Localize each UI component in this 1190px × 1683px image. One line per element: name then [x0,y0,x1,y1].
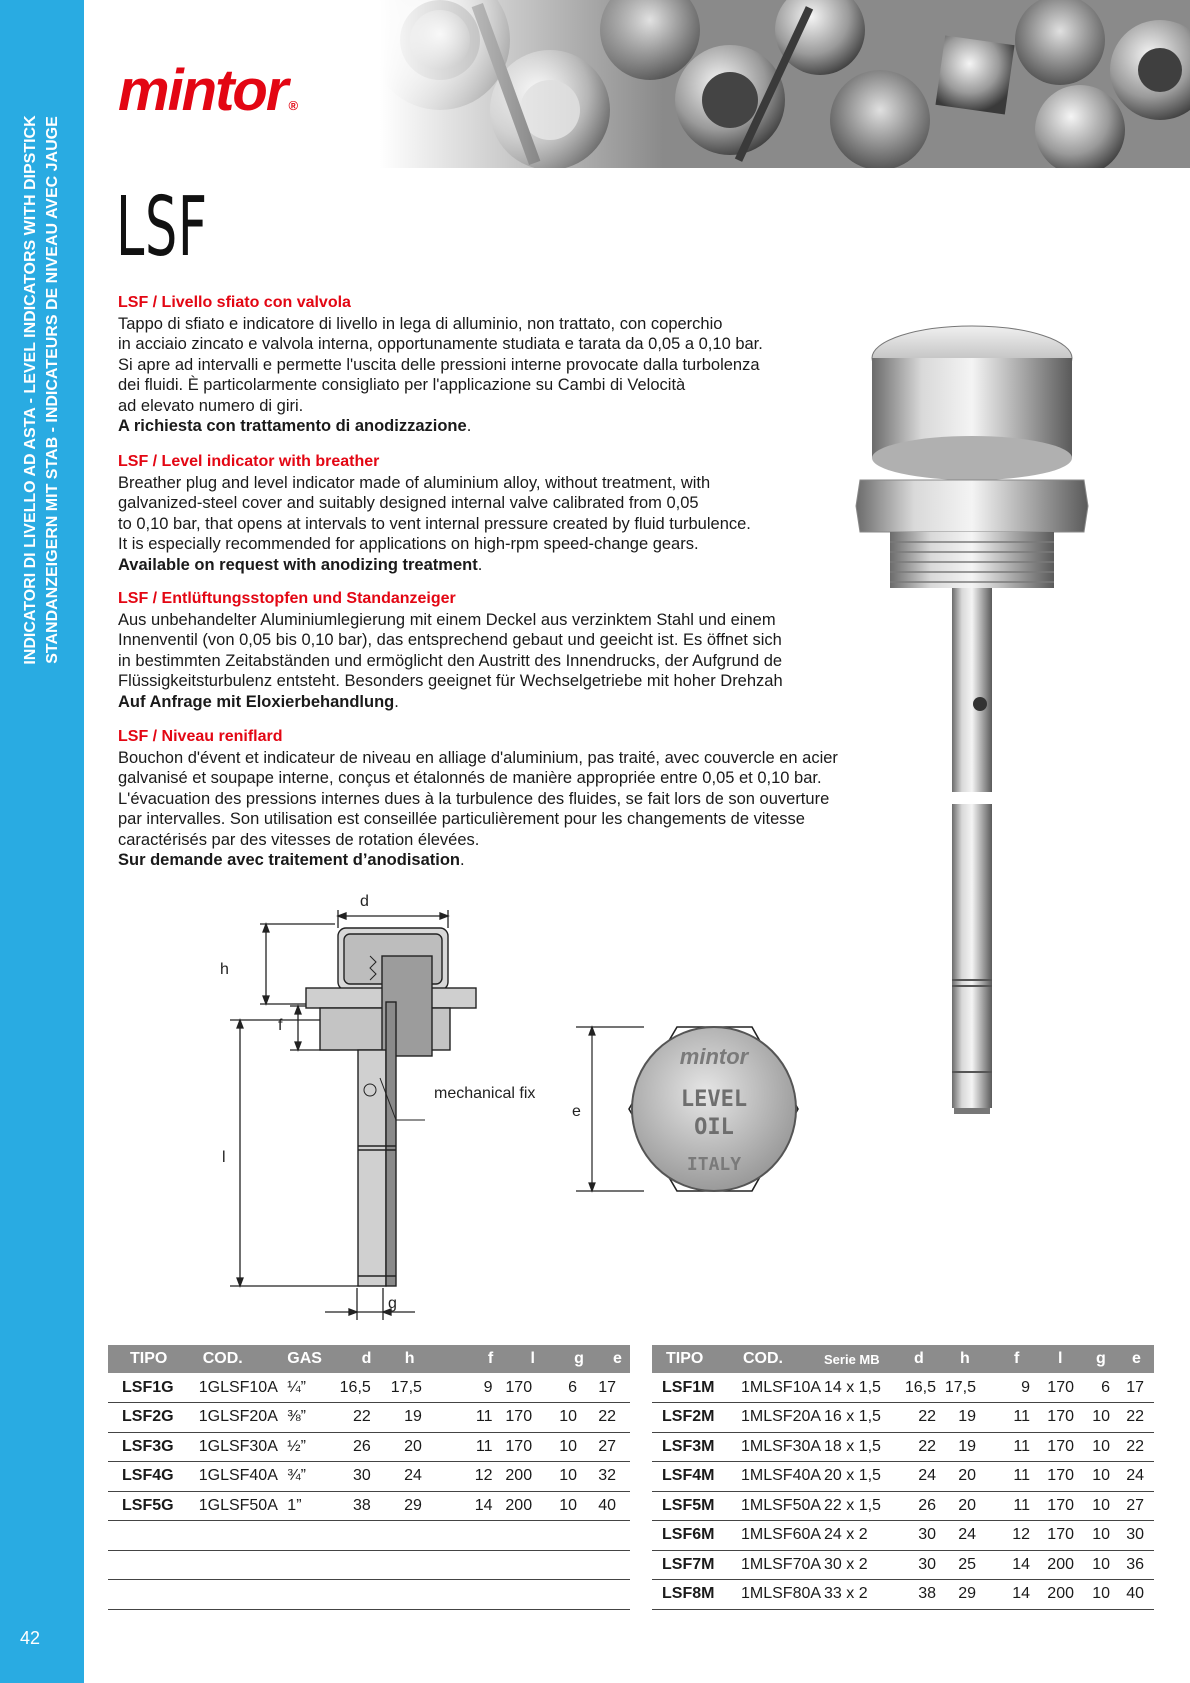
table-row [108,1550,630,1580]
table-cell: 11 [452,1432,503,1462]
table-cell [591,1550,630,1580]
table-cell [287,1521,339,1551]
column-header: GAS [287,1345,339,1373]
table-cell: 1GLSF30A [189,1432,288,1462]
table-cell: ⅜” [287,1403,339,1433]
table-cell: 30 [340,1462,391,1492]
table-cell: 1MLSF20A [727,1403,824,1433]
table-cell: 11 [996,1491,1040,1521]
table-cell: 6 [552,1373,591,1403]
column-header: e [1120,1345,1154,1373]
table-cell [552,1580,591,1610]
column-header: g [552,1345,591,1373]
table-cell: 22 [340,1403,391,1433]
table-cell: 200 [1040,1580,1084,1610]
description-line: Breather plug and level indicator made of aluminium alloy, without treatment, with [118,473,711,492]
table-cell: 170 [503,1432,553,1462]
table-cell: LSF4G [108,1462,189,1492]
column-header: COD. [189,1345,288,1373]
description-line: Bouchon d'évent et indicateur de niveau en alliage d'aluminium, pas traité, avec couvercle en acier [118,748,838,767]
table-cell: 170 [1040,1403,1084,1433]
table-cell: 24 [940,1521,996,1551]
description-italian: LSF / Livello sfiato con valvola Tappo di sfiato e indicatore di livello in lega di alluminio, non trattato, con coperchio in acciaio zincato e valvola interna, opportunamente studiata e tarata da 0,05 a 0,10 bar. Si apre ad intervalli e permette l'uscita delle pressioni interne provocate dalla turbolenza dei fluidi. È particolarmente consigliato per l'applicazione su Cambi di Velocità ad elevato numero di giri. A richiesta con trattamento di anodizzazione. [118,293,888,437]
table-cell: 17,5 [940,1373,996,1403]
table-cell [340,1521,391,1551]
table-cell: 17 [591,1373,630,1403]
table-cell [108,1550,189,1580]
description-line: galvanized-steel cover and suitably designed internal valve calibrated from 0,05 [118,494,699,512]
table-cell: 1MLSF60A [727,1521,824,1551]
table-cell: 200 [503,1462,553,1492]
table-cell: 1MLSF70A [727,1550,824,1580]
column-header: d [340,1345,391,1373]
cap-italy-text: ITALY [686,1154,742,1175]
table-cell: 9 [452,1373,503,1403]
table-cell: 17,5 [391,1373,452,1403]
table-cell [503,1580,553,1610]
description-emphasis: Auf Anfrage mit Eloxierbehandlung [118,692,395,711]
table-cell: 1GLSF20A [189,1403,288,1433]
table-cell: 10 [552,1432,591,1462]
table-cell: 1MLSF80A [727,1580,824,1610]
side-band-line2: STANDANZEIGERN MIT STAB - INDICATEURS DE NIVEAU AVEC JAUGE [44,116,61,664]
table-cell: 14 x 1,5 [824,1373,900,1403]
table-row [108,1462,630,1492]
label-e: e [572,1103,581,1120]
table-cell: 170 [1040,1462,1084,1492]
table-cell: 10 [552,1491,591,1521]
description-line: in acciaio zincato e valvola interna, opportunamente studiata e tarata da 0,05 a 0,10 bar. [118,335,763,353]
column-header: e [591,1345,630,1373]
table-cell: 38 [340,1491,391,1521]
table-cell: 24 [391,1462,452,1492]
table-cell: 22 [1120,1432,1154,1462]
table-cell: 16,5 [340,1373,391,1403]
table-cell: 40 [591,1491,630,1521]
table-cell [108,1580,189,1610]
table-cell: LSF3G [108,1432,189,1462]
description-line: to 0,10 bar, that opens at intervals to vent internal pressure created by fluid turbulence. [118,514,751,533]
registered-mark: ® [288,98,299,113]
description-line: Si apre ad intervalli e permette l'uscita delle pressioni interne provocate dalla turbolenza [118,355,760,374]
table-cell: 22 [900,1432,940,1462]
table-cell: 16,5 [900,1373,940,1403]
table-row [652,1580,1154,1610]
table-cell [591,1521,630,1551]
side-band [0,0,84,1683]
column-header: f [452,1345,503,1373]
description-emphasis: Available on request with anodizing treatment [118,555,478,574]
header-collage-image [380,0,1190,168]
table-cell: LSF1G [108,1373,189,1403]
description-heading: LSF / Livello sfiato con valvola [118,294,351,311]
table-cell: LSF5M [652,1491,727,1521]
column-header: l [503,1345,553,1373]
table-cell: 22 [900,1403,940,1433]
table-cell: 20 x 1,5 [824,1462,900,1492]
table-cell: 10 [1084,1432,1120,1462]
table-cell: 26 [340,1432,391,1462]
table-cell: 29 [391,1491,452,1521]
table-cell: 1GLSF40A [189,1462,288,1492]
description-line: Aus unbehandelter Aluminiumlegierung mit einem Deckel aus verzinktem Stahl und einem [118,610,776,629]
cap-brand-text: mintor [679,1044,749,1069]
column-header: l [1040,1345,1084,1373]
description-heading: LSF / Niveau reniflard [118,728,283,745]
table-cell: 200 [503,1491,553,1521]
description-line: Flüssigkeitsturbulenz entsteht. Besonders geeignet für Wechselgetriebe mit hoher Drehzah [118,672,783,690]
table-row [652,1403,1154,1433]
table-cell [108,1521,189,1551]
table-cell: 20 [391,1432,452,1462]
table-cell: 1GLSF10A [189,1373,288,1403]
label-mechanical-fix: mechanical fix [434,1085,536,1102]
column-header: COD. [727,1345,824,1373]
table-cell: 38 [900,1580,940,1610]
table-cell: 10 [1084,1403,1120,1433]
description-emphasis: Sur demande avec traitement d’anodisation [118,851,461,869]
table-cell: 6 [1084,1373,1120,1403]
table-cell [391,1521,452,1551]
table-cell: 30 [1120,1521,1154,1551]
table-header-row [652,1345,1154,1373]
table-cell: 170 [503,1373,553,1403]
side-band-text [20,10,64,770]
table-cell: 36 [1120,1550,1154,1580]
table-cell: 10 [1084,1550,1120,1580]
table-cell: 19 [940,1403,996,1433]
table-cell: LSF8M [652,1580,727,1610]
description-line: dei fluidi. È particolarmente consigliato per l'applicazione su Cambi di Velocità [118,376,686,394]
table-cell: 18 x 1,5 [824,1432,900,1462]
table-cell [340,1550,391,1580]
spec-table-mb [652,1345,1154,1610]
description-german: LSF / Entlüftungsstopfen und Standanzeiger Aus unbehandelter Aluminiumlegierung mit einem Deckel aus verzinktem Stahl und einem Innenventil (von 0,05 bis 0,10 bar), das entsprechend gebaut und geeicht ist. Es öffnet sich in bestimmten Zeitabständen und ermöglicht den Austritt des Innendrucks, der Aufgrund de Flüssigkeitsturbulenz entsteht. Besonders geeignet für Wechselgetriebe mit hoher Drehzah Auf Anfrage mit Eloxierbehandlung. [118,589,888,712]
side-band-line1: INDICATORI DI LIVELLO AD ASTA - LEVEL INDICATORS WITH DIPSTICK [22,115,39,665]
logo-text: mintor [118,58,287,123]
table-cell: 27 [591,1432,630,1462]
column-header: TIPO [652,1345,727,1373]
hex-top-drawing [572,1010,842,1220]
table-cell [287,1580,339,1610]
description-english: LSF / Level indicator with breather Breather plug and level indicator made of aluminium alloy, without treatment, with galvanized-steel cover and suitably designed internal valve calibrated from 0,05 to 0,10 bar, that opens at intervals to vent internal pressure created by fluid turbulence. It is especially recommended for applications on high-rpm speed-change gears. Available on request with anodizing treatment. [118,452,888,575]
table-row [652,1462,1154,1492]
table-cell: 19 [391,1403,452,1433]
table-cell: 20 [940,1462,996,1492]
description-line: Innenventil (von 0,05 bis 0,10 bar), das entsprechend gebaut und geeicht ist. Es öffnet sich [118,631,782,649]
table-row [652,1521,1154,1551]
table-cell: 20 [940,1491,996,1521]
column-header: g [1084,1345,1120,1373]
table-cell: 24 [900,1462,940,1492]
table-cell: 19 [940,1432,996,1462]
description-heading: LSF / Entlüftungsstopfen und Standanzeiger [118,590,456,607]
table-cell [591,1580,630,1610]
description-emphasis: A richiesta con trattamento di anodizzazione [118,417,467,435]
description-line: caractérisés par des vitesses de rotation élevées. [118,830,480,849]
table-cell: 1MLSF30A [727,1432,824,1462]
table-row [108,1403,630,1433]
table-cell: 14 [996,1580,1040,1610]
table-cell: 29 [940,1580,996,1610]
table-row [652,1373,1154,1403]
table-cell: 30 [900,1550,940,1580]
table-cell: 12 [996,1521,1040,1551]
table-cell: 1MLSF10A [727,1373,824,1403]
table-cell: 32 [591,1462,630,1492]
table-cell: 22 x 1,5 [824,1491,900,1521]
table-cell: LSF4M [652,1462,727,1492]
table-cell: 14 [996,1550,1040,1580]
description-heading: LSF / Level indicator with breather [118,453,380,470]
table-row [652,1550,1154,1580]
label-d: d [360,893,369,910]
table-cell [189,1550,288,1580]
label-g: g [388,1295,397,1312]
hex-top-view [572,1010,842,1220]
table-cell: 170 [1040,1373,1084,1403]
table-cell: 25 [940,1550,996,1580]
spec-table-gas [108,1345,630,1610]
table-cell: LSF2G [108,1403,189,1433]
table-cell [189,1521,288,1551]
table-cell [452,1550,503,1580]
table-cell: 10 [552,1462,591,1492]
table-cell: 11 [996,1462,1040,1492]
table-row [652,1491,1154,1521]
column-header: h [940,1345,996,1373]
table-cell: 12 [452,1462,503,1492]
description-line: par intervalles. Son utilisation est conseillée particulièrement pour les changements de vitesse [118,810,805,828]
table-cell: 170 [1040,1491,1084,1521]
table-cell [189,1580,288,1610]
table-cell: LSF6M [652,1521,727,1551]
table-cell: 10 [1084,1521,1120,1551]
cap-level-text: LEVEL [680,1087,748,1112]
product-photo-image [850,320,1115,1170]
description-line: It is especially recommended for applications on high-rpm speed-change gears. [118,535,699,553]
table-cell: 10 [1084,1462,1120,1492]
column-header: Serie MB [824,1345,900,1373]
table-cell: 11 [996,1403,1040,1433]
table-cell: 24 [1120,1462,1154,1492]
table-row [108,1491,630,1521]
table-row [108,1580,630,1610]
table-cell: 1MLSF50A [727,1491,824,1521]
label-f: f [278,1017,283,1034]
table-cell: ¼” [287,1373,339,1403]
mintor-logo [118,58,299,135]
table-cell: 11 [996,1432,1040,1462]
table-cell: 10 [552,1403,591,1433]
description-french: LSF / Niveau reniflard Bouchon d'évent et indicateur de niveau en alliage d'aluminium, pas traité, avec couvercle en acier galvanisé et soupape interne, conçus et étalonnés de manière appropriée entre 0,05 et 0,10 bar. L'évacuation des pressions internes dues à la turbulence des fluides, se fait lors de son ouverture par intervalles. Son utilisation est conseillée particulièrement pour les changements de vitesse caractérisés par des vitesses de rotation élevées. Sur demande avec traitement d’anodisation. [118,727,888,871]
column-header: f [996,1345,1040,1373]
table-cell: 11 [452,1403,503,1433]
table-cell: LSF7M [652,1550,727,1580]
table-cell: 170 [1040,1521,1084,1551]
table-cell: 27 [1120,1491,1154,1521]
column-header: h [391,1345,452,1373]
table-cell: 170 [503,1403,553,1433]
table-cell [503,1550,553,1580]
table-cell: 22 [1120,1403,1154,1433]
description-line: L'évacuation des pressions internes dues à la turbulence des fluides, se fait lors de son ouverture [118,789,830,808]
page-number: 42 [20,1628,41,1648]
table-cell: LSF2M [652,1403,727,1433]
table-cell: 14 [452,1491,503,1521]
table-cell [503,1521,553,1551]
column-header: TIPO [108,1345,189,1373]
description-line: in bestimmten Zeitabständen und ermöglicht den Austritt des Innendrucks, der Aufgrund de [118,651,783,670]
product-photo [850,320,1115,1170]
table-cell: 30 [900,1521,940,1551]
table-cell: 24 x 2 [824,1521,900,1551]
table-cell [552,1521,591,1551]
table-cell: 16 x 1,5 [824,1403,900,1433]
product-title: LSF [116,180,208,275]
description-line: galvanisé et soupape interne, conçus et étalonnés de manière appropriée entre 0,05 et 0,10 bar. [118,769,822,787]
label-h: h [220,961,229,978]
table-cell: 9 [996,1373,1040,1403]
cap-oil-text: OIL [694,1115,734,1140]
description-line: Tappo di sfiato e indicatore di livello in lega di alluminio, non trattato, con coperchio [118,314,723,333]
column-header: d [900,1345,940,1373]
table-cell [287,1550,339,1580]
description-line: ad elevato numero di giri. [118,396,304,415]
header-photo-collage [380,0,1190,168]
table-cell: 22 [591,1403,630,1433]
table-cell: 200 [1040,1550,1084,1580]
table-cell [391,1580,452,1610]
table-cell: 33 x 2 [824,1580,900,1610]
label-l: l [222,1149,226,1166]
table-cell [452,1580,503,1610]
table-cell: ¾” [287,1462,339,1492]
table-header-row [108,1345,630,1373]
table-row [108,1521,630,1551]
table-row [108,1373,630,1403]
table-cell: LSF3M [652,1432,727,1462]
table-cell: 1GLSF50A [189,1491,288,1521]
table-cell: ½” [287,1432,339,1462]
table-cell: 17 [1120,1373,1154,1403]
table-cell: 10 [1084,1580,1120,1610]
table-cell [391,1550,452,1580]
table-cell: LSF5G [108,1491,189,1521]
table-cell: 10 [1084,1491,1120,1521]
table-row [652,1432,1154,1462]
table-cell: 1MLSF40A [727,1462,824,1492]
table-cell: 30 x 2 [824,1550,900,1580]
table-cell [552,1550,591,1580]
table-cell: 40 [1120,1580,1154,1610]
table-cell: 26 [900,1491,940,1521]
table-row [108,1432,630,1462]
table-cell [452,1521,503,1551]
table-cell: 1” [287,1491,339,1521]
table-cell: 170 [1040,1432,1084,1462]
table-cell: LSF1M [652,1373,727,1403]
table-cell [340,1580,391,1610]
